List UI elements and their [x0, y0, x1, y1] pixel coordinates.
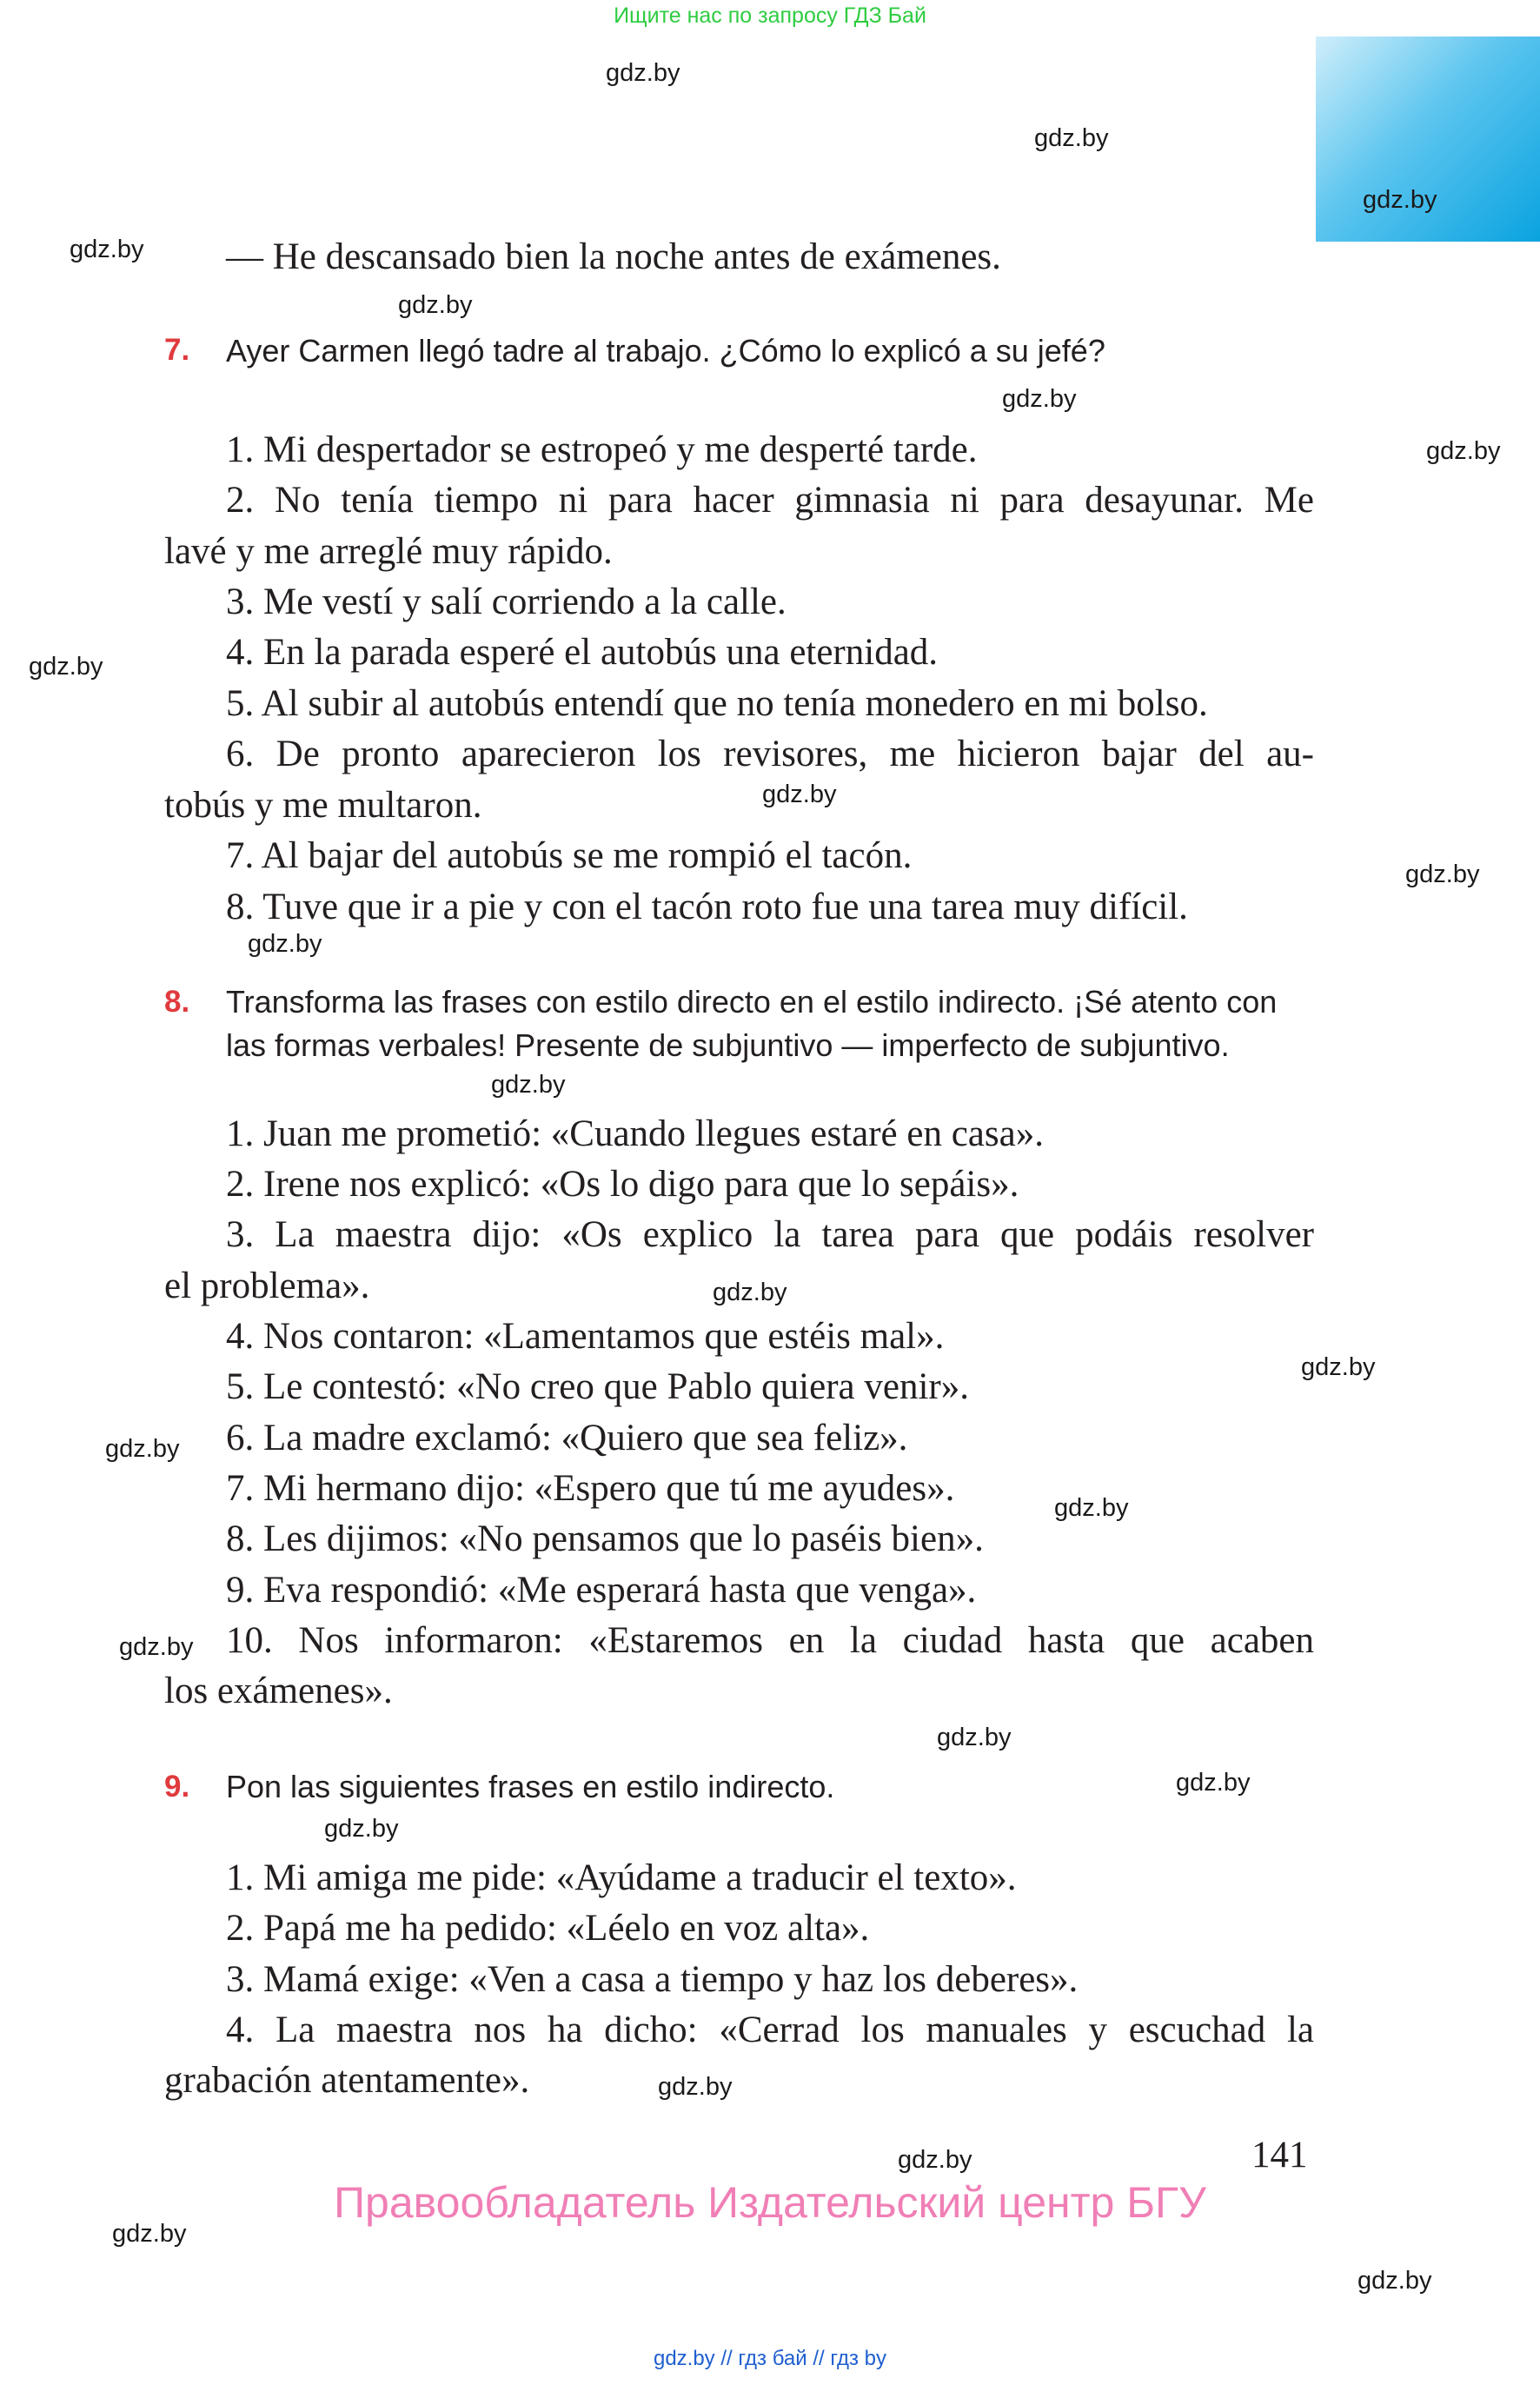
exercise-line: 1. Mi despertador se estropeó y me desperté tarde. — [226, 429, 978, 470]
task-instruction: Pon las siguientes frases en estilo indirecto. — [226, 1769, 835, 1804]
exercise-line: 9. Eva respondió: «Me esperará hasta que venga». — [226, 1570, 977, 1611]
watermark: gdz.by — [1426, 437, 1501, 465]
watermark: gdz.by — [658, 2073, 733, 2101]
exercise-line: lavé y me arreglé muy rápido. — [164, 531, 613, 572]
watermark: gdz.by — [713, 1279, 787, 1306]
watermark: gdz.by — [112, 2220, 187, 2248]
exercise-line: grabación atentamente». — [164, 2060, 530, 2101]
watermark: gdz.by — [606, 59, 680, 87]
watermark: gdz.by — [1363, 186, 1437, 214]
exercise-line: 8. Tuve que ir a pie y con el tacón roto fue una tarea muy difícil. — [226, 887, 1188, 927]
exercise-line: 7. Al bajar del autobús se me rompió el tacón. — [226, 835, 913, 876]
page-number: 141 — [1251, 2135, 1308, 2176]
watermark: gdz.by — [29, 653, 103, 681]
exercise-line: 7. Mi hermano dijo: «Espero que tú me ayudes». — [226, 1468, 955, 1509]
exercise-line: 6. La madre exclamó: «Quiero que sea feliz». — [226, 1418, 908, 1458]
task-instruction: Transforma las frases con estilo directo en el estilo indirecto. ¡Sé atento con — [226, 984, 1278, 1020]
watermark: gdz.by — [1301, 1353, 1376, 1381]
exercise-line: 4. La maestra nos ha dicho: «Cerrad los manuales y escuchad la — [226, 2010, 1314, 2050]
footer-links[interactable]: gdz.by // гдз бай // гдз by — [653, 2347, 887, 2370]
watermark: gdz.by — [70, 236, 144, 263]
watermark: gdz.by — [762, 781, 837, 808]
watermark: gdz.by — [898, 2146, 972, 2174]
watermark: gdz.by — [1176, 1769, 1251, 1797]
exercise-line: 2. Irene nos explicó: «Os lo digo para que lo sepáis». — [226, 1164, 1019, 1205]
exercise-line: 3. La maestra dijo: «Os explico la tarea para que podáis resolver — [226, 1214, 1314, 1255]
exercise-line: 1. Mi amiga me pide: «Ayúdame a traducir el texto». — [226, 1857, 1017, 1898]
watermark: gdz.by — [1405, 860, 1480, 888]
exercise-line: 2. No tenía tiempo ni para hacer gimnasia ni para desayunar. Me — [226, 480, 1314, 521]
watermark: gdz.by — [1002, 385, 1077, 413]
copyright-notice: Правообладатель Издательский центр БГУ — [334, 2178, 1206, 2227]
exercise-line: 10. Nos informaron: «Estaremos en la ciudad hasta que acaben — [226, 1620, 1314, 1661]
top-notice: Ищите нас по запросу ГДЗ Бай — [614, 3, 926, 28]
watermark: gdz.by — [1054, 1494, 1129, 1522]
task-number: 8. — [164, 985, 190, 1019]
watermark: gdz.by — [398, 291, 473, 319]
exercise-line: el problema». — [164, 1266, 370, 1306]
exercise-line: 8. Les dijimos: «No pensamos que lo paséis bien». — [226, 1518, 984, 1559]
exercise-line: 4. Nos contaron: «Lamentamos que estéis mal». — [226, 1316, 945, 1357]
watermark: gdz.by — [1357, 2267, 1432, 2295]
watermark: gdz.by — [491, 1071, 566, 1099]
exercise-line: 6. De pronto aparecieron los revisores, me hicieron bajar del au- — [226, 734, 1314, 774]
exercise-line: 5. Al subir al autobús entendí que no tenía monedero en mi bolso. — [226, 683, 1208, 724]
exercise-line: 1. Juan me prometió: «Cuando llegues estaré en casa». — [226, 1113, 1044, 1154]
task-number: 9. — [164, 1770, 190, 1804]
watermark: gdz.by — [324, 1815, 399, 1843]
exercise-line: tobús y me multaron. — [164, 785, 482, 826]
watermark: gdz.by — [248, 930, 322, 958]
watermark: gdz.by — [119, 1633, 194, 1661]
task-instruction: las formas verbales! Presente de subjuntivo — imperfecto de subjuntivo. — [226, 1027, 1230, 1063]
exercise-line: 3. Me vestí y salí corriendo a la calle. — [226, 581, 787, 622]
task-instruction: Ayer Carmen llegó tadre al trabajo. ¿Cómo lo explicó a su jefé? — [226, 333, 1105, 369]
watermark: gdz.by — [937, 1724, 1012, 1751]
exercise-line: 2. Papá me ha pedido: «Léelo en voz alta». — [226, 1908, 870, 1949]
exercise-line: 4. En la parada esperé el autobús una eternidad. — [226, 632, 939, 673]
exercise-line: 5. Le contestó: «No creo que Pablo quiera venir». — [226, 1366, 969, 1407]
task-number: 7. — [164, 333, 190, 367]
exercise-line: 3. Mamá exige: «Ven a casa a tiempo y haz los deberes». — [226, 1959, 1079, 2000]
watermark: gdz.by — [1034, 124, 1109, 152]
intro-line: — He descansado bien la noche antes de exámenes. — [226, 236, 1001, 277]
watermark: gdz.by — [105, 1435, 180, 1463]
exercise-line: los exámenes». — [164, 1671, 393, 1711]
